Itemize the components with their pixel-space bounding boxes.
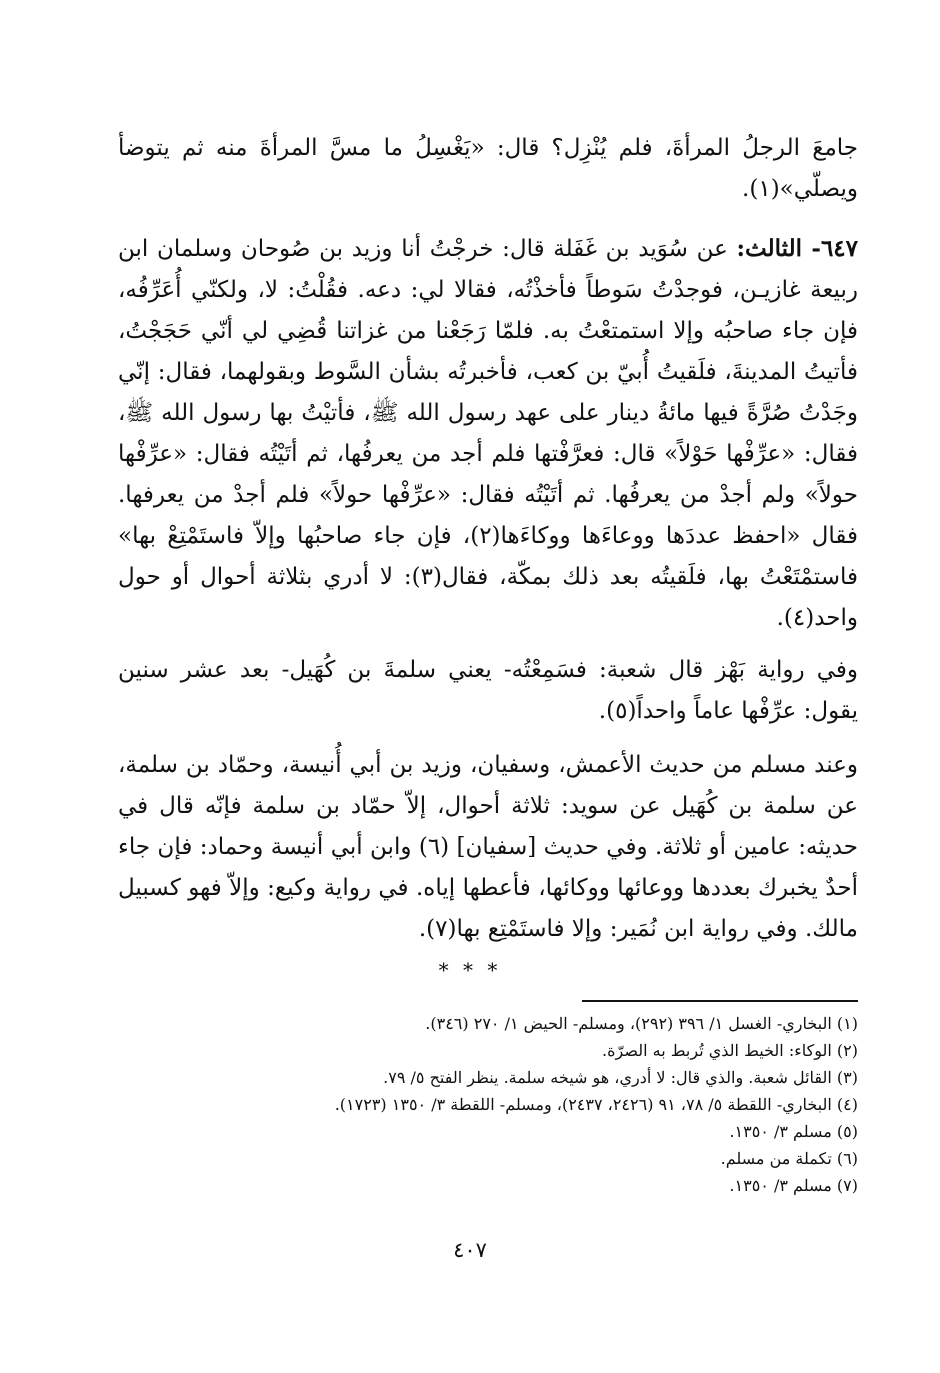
footnote-divider	[582, 1000, 858, 1002]
paragraph-bahz-narration	[118, 650, 858, 732]
page-number: ٤٠٧	[453, 1238, 487, 1262]
paragraph-1	[118, 128, 858, 210]
paragraph-muslim-narration	[118, 745, 858, 950]
paragraph-3-text: وفي رواية بَهْز قال شعبة: فسَمِعْتُه- يعني سلمةَ بن كُهَيل- بعد عشر سنين يقول: عرِّفْها عاماً واحداً(٥).	[118, 657, 858, 724]
hadith-text: عن سُوَيد بن غَفَلة قال: خرجْتُ أنا وزيد بن صُوحان وسلمان ابن ربيعة غازيـن، فوجدْتُ سَوطاً فأخذْتُه، فقالا لي: دعه. فقُلْتُ: لا، ولكنّي أُعَرِّفُه، فإن جاء صاحبُه وإلا استمتعْتُ به. فلمّا رَجَعْنا من غزاتنا قُضِي لي أنّي حَجَجْتُ، فأتيتُ المدينةَ، فلَقيتُ أُبيّ بن كعب، فأخبرتُه بشأن السَّوط وبقولهما، فقال: إنّي وجَدْتُ صُرَّةً فيها مائةُ دينار على عهد رسول الله ﷺ، فأتيْتُ بها رسول الله ﷺ، فقال: «عرِّفْها حَوْلاً» قال: فعرَّفْتها فلم أجد من يعرفُها، ثم أتَيْتُه فقال: «عرِّفْها حولاً» ولم أجدْ من يعرفُها. ثم أتَيْتُه فقال: «عرِّفْها حولاً» فلم أجدْ من يعرفها. فقال «احفظ عددَها ووعاءَها ووكاءَها(٢)، فإن جاء صاحبُها وإلاّ فاستَمْتِعْ بها» فاستمْتَعْتُ بها، فلَقيتُه بعد ذلك بمكّة، فقال(٣): لا أدري بثلاثة أحوال أو حول واحد(٤).	[118, 236, 858, 631]
footnote-4: (٤) البخاري- اللقطة ٥/ ٧٨، ٩١ (٢٤٢٦، ٢٤٣٧)، ومسلم- اللقطة ٣/ ١٣٥٠ (١٧٢٣).	[334, 1095, 858, 1114]
footnote-7: (٧) مسلم ٣/ ١٣٥٠.	[729, 1176, 858, 1195]
hadith-number-label: ٦٤٧- الثالث:	[736, 235, 858, 262]
footnote-5: (٥) مسلم ٣/ ١٣٥٠.	[729, 1122, 858, 1141]
footnote-1: (١) البخاري- الغسل ١/ ٣٩٦ (٢٩٢)، ومسلم- الحيض ١/ ٢٧٠ (٣٤٦).	[425, 1014, 858, 1033]
footnote-6: (٦) تكملة من مسلم.	[720, 1149, 858, 1168]
footnotes-list	[200, 1010, 858, 1199]
footnote-2: (٢) الوكاء: الخيط الذي تُربط به الصرّة.	[602, 1041, 858, 1060]
paragraph-4-text: وعند مسلم من حديث الأعمش، وسفيان، وزيد بن أبي أُنيسة، وحمّاد بن سلمة، عن سلمة بن كُهَيل عن سويد: ثلاثة أحوال، إلاّ حمّاد بن سلمة فإنّه قال في حديثه: عامين أو ثلاثة. وفي حديث [سفيان] (٦) وابن أبي أنيسة وحماد: فإن جاء أحدٌ يخبرك بعددها ووعائها ووكائها، فأعطها إياه. في رواية وكيع: وإلاّ فهو كسبيل مالك. وفي رواية ابن نُمَير: وإلا فاستَمْتِع بها(٧).	[118, 752, 858, 942]
section-separator: * * *	[438, 958, 502, 982]
paragraph-1-text: جامعَ الرجلُ المرأةَ، فلم يُنْزِل؟ قال: «يَغْسِلُ ما مسَّ المرأةَ منه ثم يتوضأ ويصلّي»(١).	[118, 135, 858, 202]
footnote-3: (٣) القائل شعبة. والذي قال: لا أدري، هو شيخه سلمة. ينظر الفتح ٥/ ٧٩.	[383, 1068, 858, 1087]
paragraph-647	[118, 228, 858, 639]
